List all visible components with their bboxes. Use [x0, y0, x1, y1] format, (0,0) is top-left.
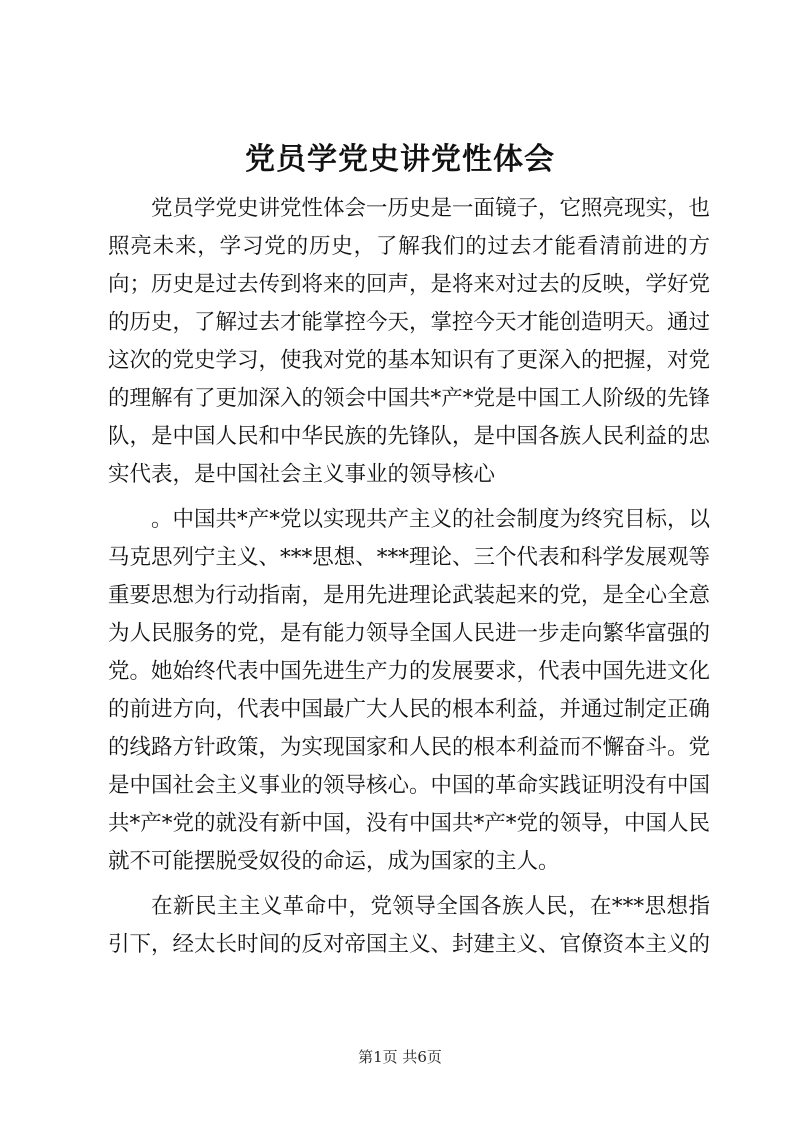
paragraph-3: 在新民主主义革命中，党领导全国各族人民，在***思想指引下，经太长时间的反对帝国主义、封建主义、官僚资本主义的 — [108, 894, 711, 957]
paragraph-1: 党员学党史讲党性体会一历史是一面镜子，它照亮现实，也照亮未来，学习党的历史，了解我们的过去才能看清前进的方向；历史是过去传到将来的回声，是将来对过去的反映，学好党的历史，了解过去才能掌控今天，掌控今天才能创造明天。通过这次的党史学习，使我对党的基本知识有了更深入的把握，对党的理解有了更加深入的领会中国共*产*党是中国工人阶级的先锋队，是中国人民和中华民族的先锋队，是中国各族人民利益的忠实代表，是中国社会主义事业的领导核心 — [108, 196, 711, 487]
page-footer: 第1页 共6页 — [358, 1048, 442, 1066]
document-body — [108, 190, 710, 971]
page-title: 党员学党史讲党性体会 — [245, 142, 555, 177]
paragraph-2: 。中国共*产*党以实现共产主义的社会制度为终究目标，以马克思列宁主义、***思想、***理论、三个代表和科学发展观等重要思想为行动指南，是用先进理论武装起来的党，是全心全意为人民服务的党，是有能力领导全国人民进一步走向繁华富强的党。她始终代表中国先进生产力的发展要求，代表中国先进文化的前进方向，代表中国最广大人民的根本利益，并通过制定正确的线路方针政策，为实现国家和人民的根本利益而不懈奋斗。党是中国社会主义事业的领导核心。中国的革命实践证明没有中国共*产*党的就没有新中国，没有中国共*产*党的领导，中国人民就不可能摆脱受奴役的命运，成为国家的主人。 — [108, 507, 711, 874]
